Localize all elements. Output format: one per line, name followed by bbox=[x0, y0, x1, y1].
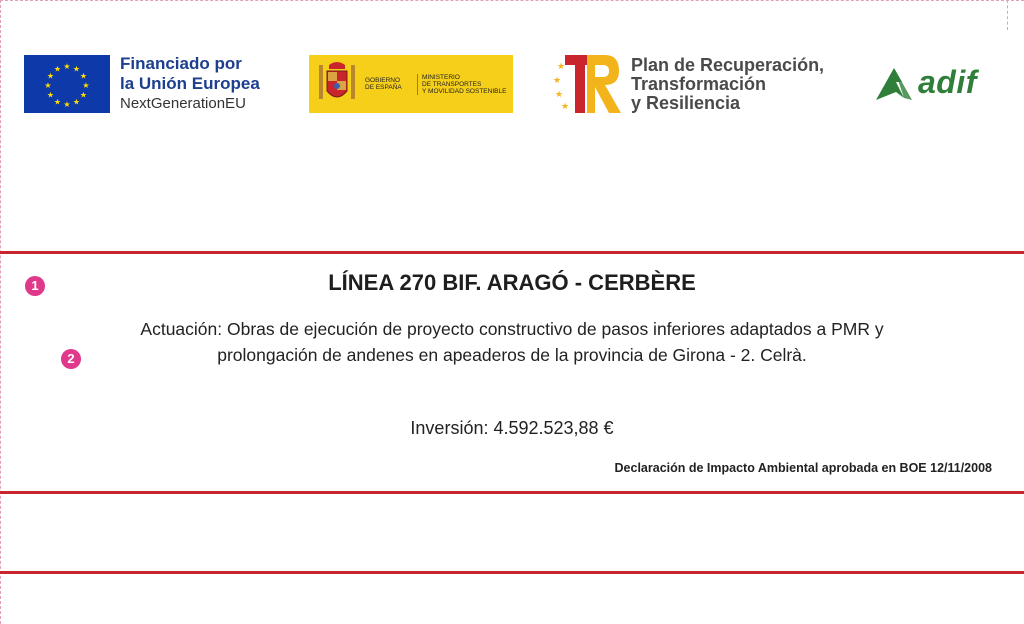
eu-flag-icon bbox=[24, 55, 110, 113]
investment-amount: Inversión: 4.592.523,88 € bbox=[410, 418, 614, 438]
description-line2: prolongación de andenes en apeaderos de la provincia de Girona - 2. Celrà. bbox=[217, 345, 807, 365]
prtr-line2: Transformación bbox=[631, 73, 767, 94]
gov-left-line1: GOBIERNO bbox=[365, 77, 401, 84]
svg-text:★: ★ bbox=[46, 90, 55, 100]
eu-logo-line3: NextGenerationEU bbox=[120, 95, 246, 112]
svg-text:★: ★ bbox=[72, 64, 81, 74]
red-rule-middle bbox=[0, 491, 1024, 494]
svg-text:★: ★ bbox=[560, 102, 570, 112]
crop-guide-right bbox=[1007, 0, 1008, 30]
gov-left-line2: DE ESPAÑA bbox=[365, 84, 402, 91]
eu-logo-line1: Financiado por bbox=[120, 54, 242, 73]
svg-text:★: ★ bbox=[53, 97, 62, 107]
svg-text:★: ★ bbox=[79, 90, 88, 100]
description-line1: Actuación: Obras de ejecución de proyecto constructivo de pasos inferiores adaptados a PMR y bbox=[140, 319, 884, 339]
prtr-line1: Plan de Recuperación, bbox=[631, 54, 825, 75]
coat-of-arms-icon bbox=[315, 59, 359, 109]
eu-funding-logo bbox=[24, 54, 260, 114]
prtr-tr-icon bbox=[553, 53, 625, 115]
marker-badge-2: 2 bbox=[61, 349, 81, 369]
eu-logo-line2: la Unión Europea bbox=[120, 74, 260, 93]
gov-right-line2: DE TRANSPORTES bbox=[422, 80, 482, 88]
gov-right-line1: MINISTERIO bbox=[422, 73, 460, 81]
svg-text:★: ★ bbox=[72, 97, 81, 107]
crop-guide-left bbox=[0, 0, 1, 624]
svg-text:★: ★ bbox=[82, 81, 90, 90]
adif-logo bbox=[874, 62, 977, 102]
gov-right-line3: Y MOVILIDAD SOSTENIBLE bbox=[422, 87, 507, 95]
svg-text:★: ★ bbox=[79, 71, 88, 81]
svg-text:★: ★ bbox=[53, 64, 62, 74]
svg-text:★: ★ bbox=[63, 100, 71, 109]
red-rule-bottom bbox=[0, 571, 1024, 574]
svg-text:★: ★ bbox=[553, 76, 562, 86]
adif-wordmark: adif bbox=[918, 63, 977, 100]
page-title: LÍNEA 270 BIF. ARAGÓ - CERBÈRE bbox=[328, 270, 696, 295]
svg-text:★: ★ bbox=[63, 62, 71, 71]
svg-text:★: ★ bbox=[554, 90, 564, 100]
adif-arrow-icon bbox=[874, 62, 914, 102]
svg-text:★: ★ bbox=[46, 71, 55, 81]
marker-badge-1: 1 bbox=[25, 276, 45, 296]
project-description bbox=[40, 316, 984, 368]
red-rule-top bbox=[0, 251, 1024, 254]
gobierno-espana-logo bbox=[309, 55, 513, 113]
svg-text:★: ★ bbox=[556, 62, 566, 72]
crop-guide-top bbox=[0, 0, 1024, 1]
prtr-logo bbox=[553, 53, 824, 115]
dia-approval-note: Declaración de Impacto Ambiental aprobada en BOE 12/11/2008 bbox=[614, 461, 992, 475]
svg-text:★: ★ bbox=[44, 81, 52, 90]
prtr-line3: y Resiliencia bbox=[631, 92, 741, 113]
